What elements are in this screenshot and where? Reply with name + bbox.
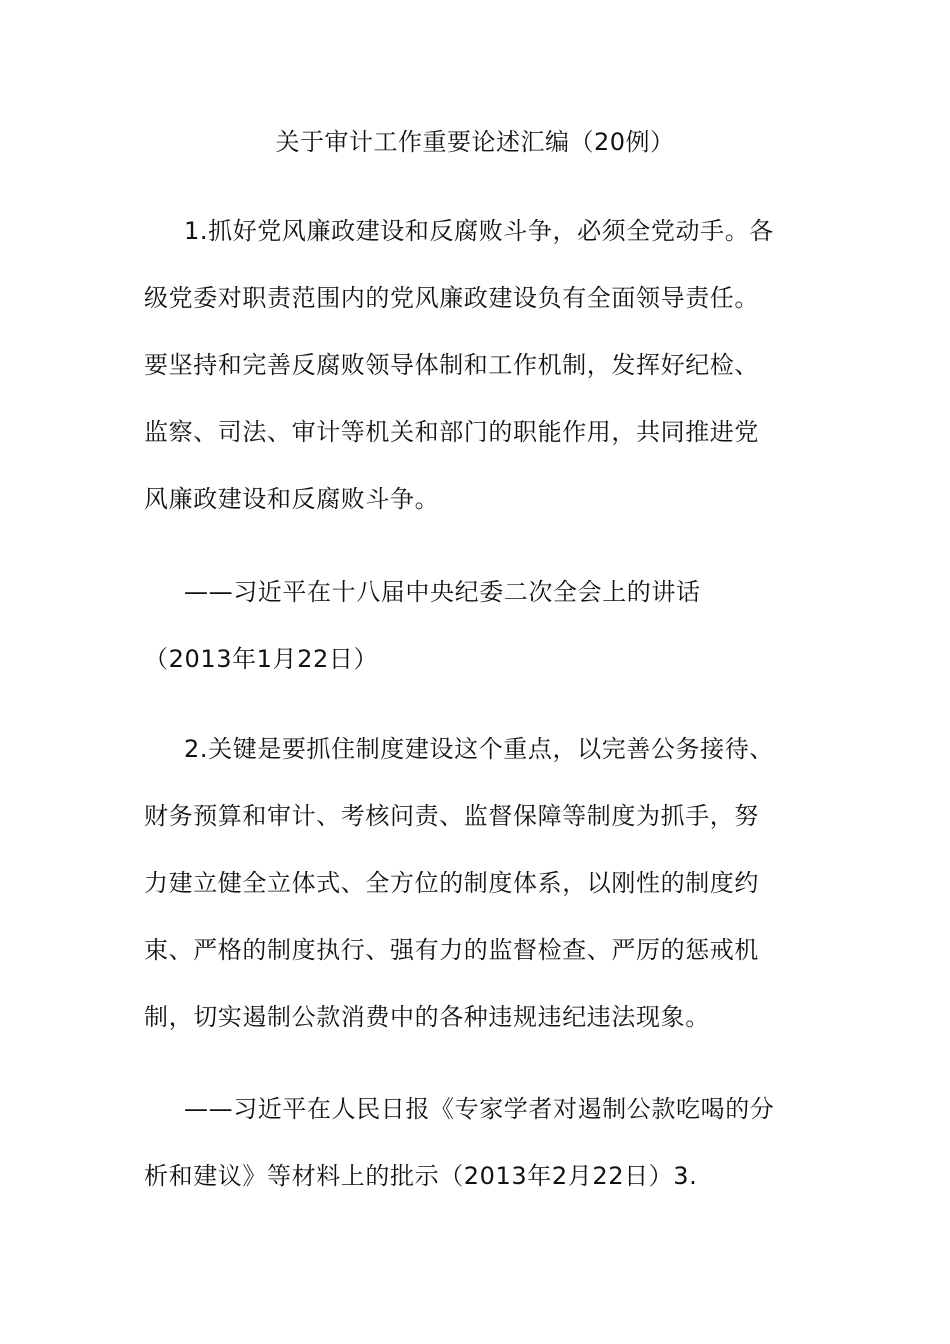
paragraph-1-line-4: 监察、司法、审计等机关和部门的职能作用，共同推进党 <box>144 418 759 446</box>
source-2-line-2: 析和建议》等材料上的批示（2013年2月22日）3. <box>144 1162 698 1190</box>
paragraph-2 <box>144 716 804 1051</box>
paragraph-2-line-1: 2.关键是要抓住制度建设这个重点，以完善公务接待、 <box>184 735 774 763</box>
source-1-line-2: （2013年1月22日） <box>144 645 379 673</box>
paragraph-1-line-1: 1.抓好党风廉政建设和反腐败斗争，必须全党动手。各 <box>184 217 774 245</box>
paragraph-1 <box>144 198 804 533</box>
paragraph-2-line-3: 力建立健全立体式、全方位的制度体系，以刚性的制度约 <box>144 869 759 897</box>
paragraph-2-line-4: 束、严格的制度执行、强有力的监督检查、严厉的惩戒机 <box>144 936 759 964</box>
source-1-line-1: ——习近平在十八届中央纪委二次全会上的讲话 <box>184 578 701 606</box>
paragraph-1-line-5: 风廉政建设和反腐败斗争。 <box>144 485 440 513</box>
document-title: 关于审计工作重要论述汇编（20例） <box>275 128 675 156</box>
source-citation-1 <box>144 559 804 693</box>
paragraph-2-line-2: 财务预算和审计、考核问责、监督保障等制度为抓手，努 <box>144 802 759 830</box>
source-citation-2 <box>144 1076 804 1210</box>
paragraph-1-line-2: 级党委对职责范围内的党风廉政建设负有全面领导责任。 <box>144 284 759 312</box>
paragraph-1-line-3: 要坚持和完善反腐败领导体制和工作机制，发挥好纪检、 <box>144 351 759 379</box>
source-2-line-1: ——习近平在人民日报《专家学者对遏制公款吃喝的分 <box>184 1095 775 1123</box>
paragraph-2-line-5: 制，切实遏制公款消费中的各种违规违纪违法现象。 <box>144 1003 710 1031</box>
